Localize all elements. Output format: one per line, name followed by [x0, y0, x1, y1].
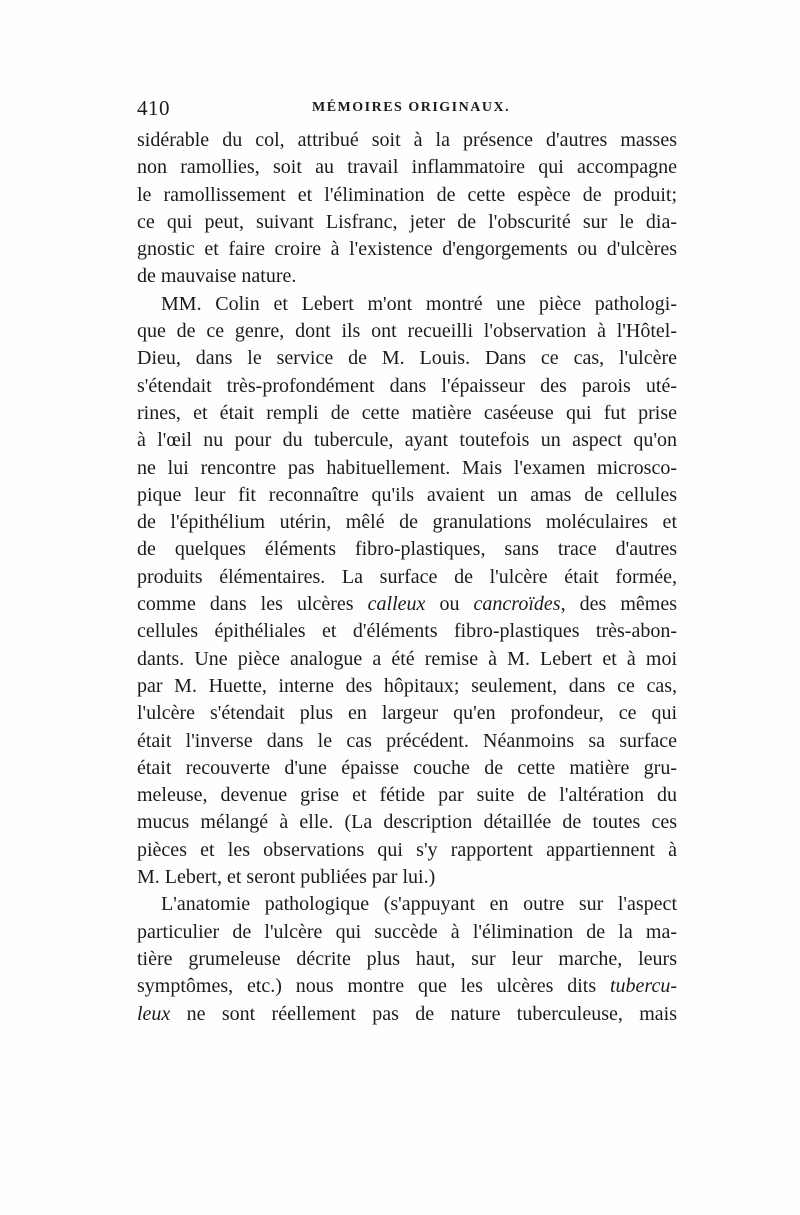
- text-segment: M. Lebert, et seront publiées par lui.): [137, 866, 436, 889]
- text-segment: ou: [425, 593, 474, 616]
- text-segment: mucus mélangé à elle. (La description détaillée de toutes ces: [137, 811, 677, 834]
- text-segment: , des mêmes: [560, 593, 677, 616]
- text-segment: cellules épithéliales et d'éléments fibro-plastiques très-abon-: [137, 620, 677, 643]
- text-line: [137, 236, 677, 263]
- text-segment: à l'œil nu pour du tubercule, ayant toutefois un aspect qu'on: [137, 429, 677, 452]
- text-line: [137, 946, 677, 973]
- text-segment: symptômes, etc.) nous montre que les ulcères dits: [137, 975, 610, 998]
- text-segment: dants. Une pièce analogue a été remise à M. Lebert et à moi: [137, 647, 677, 670]
- text-line: [137, 482, 677, 509]
- text-segment: rines, et était rempli de cette matière caséeuse qui fut prise: [137, 401, 677, 424]
- text-line: [137, 891, 677, 918]
- text-segment: MM. Colin et Lebert m'ont montré une pièce pathologi-: [161, 292, 677, 315]
- page-number: 410: [137, 96, 170, 120]
- running-title: MÉMOIRES ORIGINAUX.: [312, 100, 511, 115]
- text-line: [137, 591, 677, 618]
- text-segment: Dieu, dans le service de M. Louis. Dans ce cas, l'ulcère: [137, 347, 677, 370]
- text-line: [137, 673, 677, 700]
- text-line: [137, 318, 677, 345]
- text-line: [137, 263, 677, 290]
- text-segment: de quelques éléments fibro-plastiques, sans trace d'autres: [137, 538, 677, 561]
- text-segment: de mauvaise nature.: [137, 265, 297, 288]
- text-line: [137, 427, 677, 454]
- text-segment: ne sont réellement pas de nature tuberculeuse, mais: [170, 1002, 677, 1025]
- text-segment: ne lui rencontre pas habituellement. Mais l'examen microsco-: [137, 456, 677, 479]
- text-line: [137, 837, 677, 864]
- text-line: [137, 455, 677, 482]
- text-line: [137, 509, 677, 536]
- text-segment: était recouverte d'une épaisse couche de cette matière gru-: [137, 756, 677, 779]
- italic-text-segment: leux: [137, 1002, 171, 1025]
- text-segment: était l'inverse dans le cas précédent. Néanmoins sa surface: [137, 729, 677, 752]
- text-segment: pièces et les observations qui s'y rapportent appartiennent à: [137, 838, 677, 861]
- text-line: [137, 209, 677, 236]
- text-line: [137, 919, 677, 946]
- text-segment: particulier de l'ulcère qui succède à l'élimination de la ma-: [137, 920, 677, 943]
- text-segment: sidérable du col, attribué soit à la présence d'autres masses: [137, 129, 677, 151]
- text-line: [137, 728, 677, 755]
- text-segment: comme dans les ulcères: [137, 593, 368, 616]
- page-header: [137, 96, 677, 126]
- text-segment: de l'épithélium utérin, mêlé de granulations moléculaires et: [137, 511, 677, 534]
- text-segment: s'étendait très-profondément dans l'épaisseur des parois uté-: [137, 374, 677, 397]
- text-line: [137, 809, 677, 836]
- text-segment: par M. Huette, interne des hôpitaux; seulement, dans ce cas,: [137, 674, 677, 697]
- text-segment: gnostic et faire croire à l'existence d'engorgements ou d'ulcères: [137, 238, 677, 261]
- text-line: [137, 154, 677, 181]
- text-line: [137, 618, 677, 645]
- text-segment: que de ce genre, dont ils ont recueilli l'observation à l'Hôtel-: [137, 320, 677, 343]
- italic-text-segment: tubercu-: [609, 975, 677, 998]
- body-text: [137, 127, 677, 1028]
- text-segment: pique leur fit reconnaître qu'ils avaient un amas de cellules: [137, 483, 677, 506]
- text-line: [137, 536, 677, 563]
- text-segment: produits élémentaires. La surface de l'ulcère était formée,: [137, 565, 677, 588]
- text-line: [137, 564, 677, 591]
- text-line: [137, 700, 677, 727]
- text-segment: ce qui peut, suivant Lisfranc, jeter de l'obscurité sur le dia-: [137, 210, 677, 233]
- italic-text-segment: calleux: [367, 593, 426, 616]
- italic-text-segment: cancroïdes: [473, 593, 561, 616]
- text-line: [137, 864, 677, 891]
- text-segment: meleuse, devenue grise et fétide par suite de l'altération du: [137, 784, 677, 807]
- text-segment: tière grumeleuse décrite plus haut, sur leur marche, leurs: [137, 947, 677, 970]
- text-line: [137, 127, 677, 154]
- text-segment: le ramollissement et l'élimination de cette espèce de produit;: [137, 183, 677, 206]
- text-line: [137, 345, 677, 372]
- text-segment: l'ulcère s'étendait plus en largeur qu'en profondeur, ce qui: [137, 702, 677, 725]
- text-segment: L'anatomie pathologique (s'appuyant en outre sur l'aspect: [161, 893, 677, 916]
- text-line: [137, 400, 677, 427]
- text-line: [137, 1001, 677, 1028]
- text-segment: non ramollies, soit au travail inflammatoire qui accompagne: [137, 156, 677, 179]
- text-line: [137, 755, 677, 782]
- text-line: [137, 782, 677, 809]
- text-line: [137, 373, 677, 400]
- text-line: [137, 973, 677, 1000]
- text-line: [137, 291, 677, 318]
- text-line: [137, 182, 677, 209]
- text-line: [137, 646, 677, 673]
